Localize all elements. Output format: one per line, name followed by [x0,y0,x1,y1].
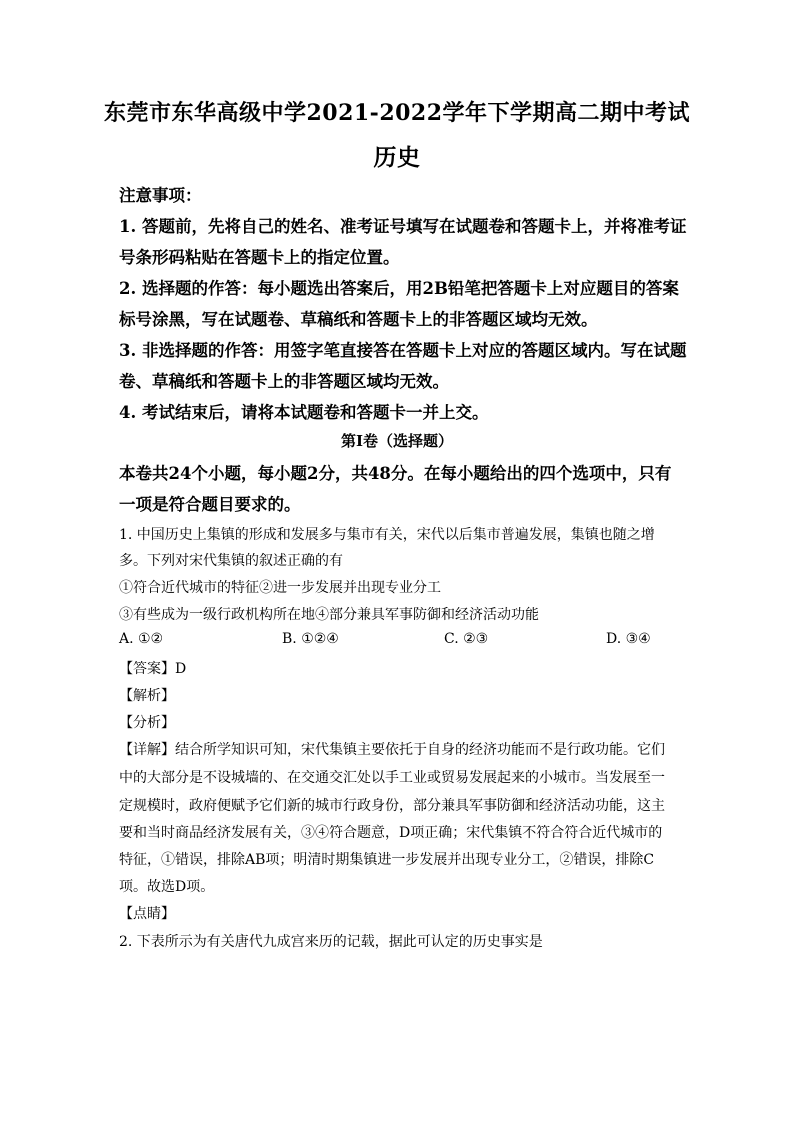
q1-option-d: D. ③④ [606,631,651,647]
section-title: 第Ⅰ卷（选择题） [340,432,454,450]
q1-analysis-label: 【解析】 [119,688,175,704]
notice-item: 4. 考试结束后，请将本试题卷和答题卡一并上交。 [119,403,489,422]
q1-statement: ①符合近代城市的特征②进一步发展并出现专业分工 [119,580,441,596]
notice-item: 号条形码粘贴在答题卡上的指定位置。 [119,248,400,267]
notice-item: 1. 答题前，先将自己的姓名、准考证号填写在试题卷和答题卡上，并将准考证 [119,217,687,236]
section-intro: 一项是符合题目要求的。 [119,495,301,514]
q1-option-c: C. ②③ [444,631,489,647]
notice-item: 2. 选择题的作答：每小题选出答案后，用2B铅笔把答题卡上对应题目的答案 [119,279,679,298]
q1-detail: 特征，①错误，排除AB项；明清时期集镇进一步发展并出现专业分工，②错误，排除C [119,852,655,868]
q2-stem: 2. 下表所示为有关唐代九成宫来历的记载，据此可认定的历史事实是 [119,934,543,950]
exam-subject: 历史 [373,144,421,171]
q1-option-b: B. ①②④ [282,631,339,647]
notice-item: 3. 非选择题的作答：用签字笔直接答在答题卡上对应的答题区域内。写在试题 [119,341,687,360]
q1-detail: 【详解】结合所学知识可知，宋代集镇主要依托于自身的经济功能而不是行政功能。它们 [119,742,665,758]
q1-detail: 项。故选D项。 [119,879,215,895]
notice-heading: 注意事项： [119,186,202,205]
section-intro: 本卷共24个小题，每小题2分，共48分。在每小题给出的四个选项中，只有 [119,464,672,483]
exam-title: 东莞市东华高级中学2021-2022学年下学期高二期中考试 [103,100,691,126]
q1-detail: 定规模时，政府便赋予它们新的城市行政身份，部分兼具军事防御和经济活动功能，这主 [119,798,665,814]
q1-stem: 多。下列对宋代集镇的叙述正确的有 [119,553,343,569]
q1-stem: 1. 中国历史上集镇的形成和发展多与集市有关，宋代以后集市普遍发展，集镇也随之增 [119,527,655,543]
notice-item: 标号涂黑，写在试题卷、草稿纸和答题卡上的非答题区域均无效。 [119,310,598,329]
q1-fenxi-label: 【分析】 [119,715,175,731]
q1-detail: 要和当时商品经济发展有关，③④符合题意，D项正确；宋代集镇不符合符合近代城市的 [119,825,663,841]
q1-option-a: A. ①② [119,631,164,647]
q1-detail: 中的大部分是不设城墙的、在交通交汇处以手工业或贸易发展起来的小城市。当发展至一 [119,770,665,786]
notice-item: 卷、草稿纸和答题卡上的非答题区域均无效。 [119,372,449,391]
q1-dianjing-label: 【点睛】 [119,906,175,922]
q1-answer: 【答案】D [119,661,187,677]
q1-statement: ③有些成为一级行政机构所在地④部分兼具军事防御和经济活动功能 [119,607,539,623]
